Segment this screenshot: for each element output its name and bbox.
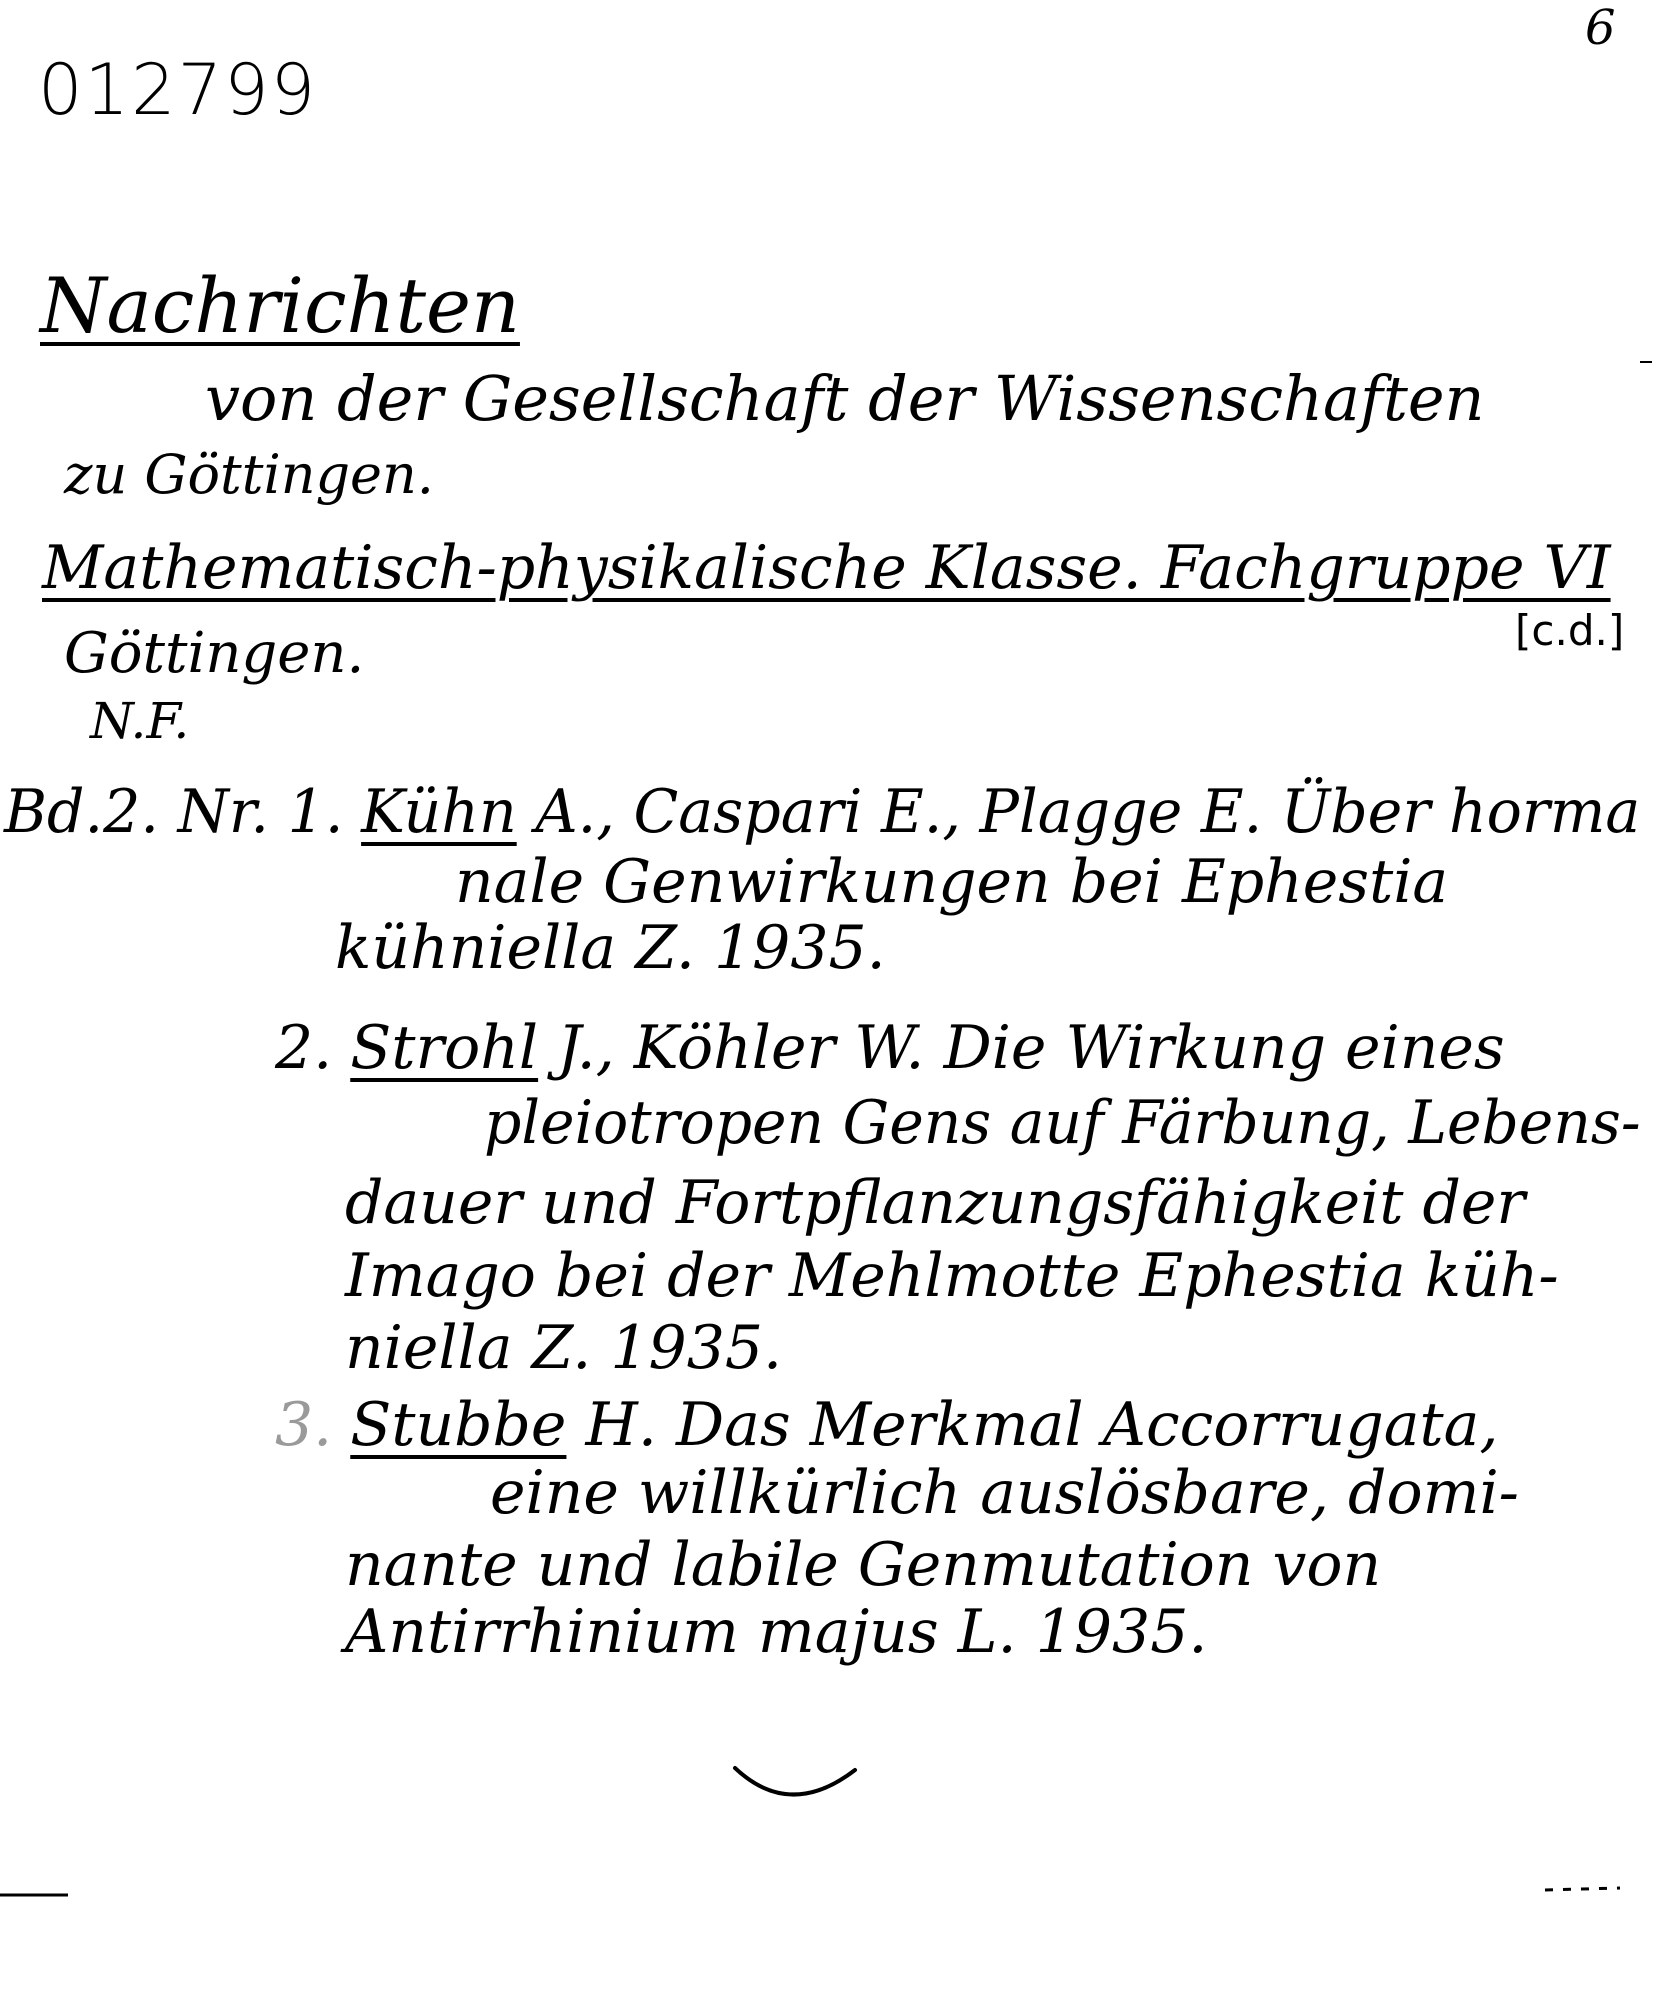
class-code: [c.d.] bbox=[1515, 606, 1625, 655]
society-line: von der Gesellschaft der Wissenschaften bbox=[205, 362, 1485, 435]
entry-2-authors: J., Köhler W. bbox=[557, 1013, 925, 1083]
entry-2-text-1: Die Wirkung eines bbox=[943, 1013, 1505, 1083]
series-line: N.F. bbox=[90, 692, 190, 750]
entry-1-line-3: kühniella Z. 1935. bbox=[335, 913, 886, 983]
society-place-line: zu Göttingen. bbox=[64, 443, 434, 506]
entry-2-line-2: pleiotropen Gens auf Färbung, Lebens- bbox=[484, 1088, 1641, 1158]
class-line-text: Mathematisch-physikalische Klasse. Fachgruppe VI bbox=[42, 533, 1611, 603]
end-swoosh bbox=[735, 1768, 855, 1795]
card-title: Nachrichten bbox=[40, 261, 520, 350]
page-number: 6 bbox=[1585, 0, 1616, 56]
entry-2-line-5: niella Z. 1935. bbox=[345, 1313, 783, 1383]
entry-3-line-4: Antirrhinium majus L. 1935. bbox=[345, 1597, 1208, 1667]
entry-2-line-4: Imago bei der Mehlmotte Ephestia küh- bbox=[345, 1241, 1559, 1311]
entry-1-line-2: nale Genwirkungen bei Ephestia bbox=[455, 847, 1449, 917]
place-line: Göttingen. bbox=[64, 621, 365, 686]
entry-2-prefix: 2. bbox=[275, 1013, 333, 1083]
entry-1-prefix: Bd.2. Nr. 1. bbox=[4, 777, 344, 847]
entry-3-authors: H. bbox=[585, 1390, 657, 1460]
entry-3-line-2: eine willkürlich auslösbare, domi- bbox=[490, 1458, 1519, 1528]
right-edge-tick bbox=[1545, 1888, 1620, 1890]
entry-3-author-main: Stubbe bbox=[350, 1390, 567, 1460]
entry-1-authors: A., Caspari E., Plagge E. bbox=[535, 777, 1263, 847]
entry-1-text-1: Über horma bbox=[1280, 777, 1641, 847]
entry-2-author-main: Strohl bbox=[350, 1013, 539, 1083]
entry-1-author-main: Kühn bbox=[361, 777, 517, 847]
entry-3-prefix: 3. bbox=[275, 1390, 333, 1460]
entry-3-text-1: Das Merkmal Accorrugata, bbox=[676, 1390, 1499, 1460]
entry-2-line-3: dauer und Fortpflanzungsfähigkeit der bbox=[345, 1168, 1526, 1238]
entry-3-line-3: nante und labile Genmutation von bbox=[345, 1530, 1382, 1600]
accession-number: 012799 bbox=[38, 49, 318, 131]
